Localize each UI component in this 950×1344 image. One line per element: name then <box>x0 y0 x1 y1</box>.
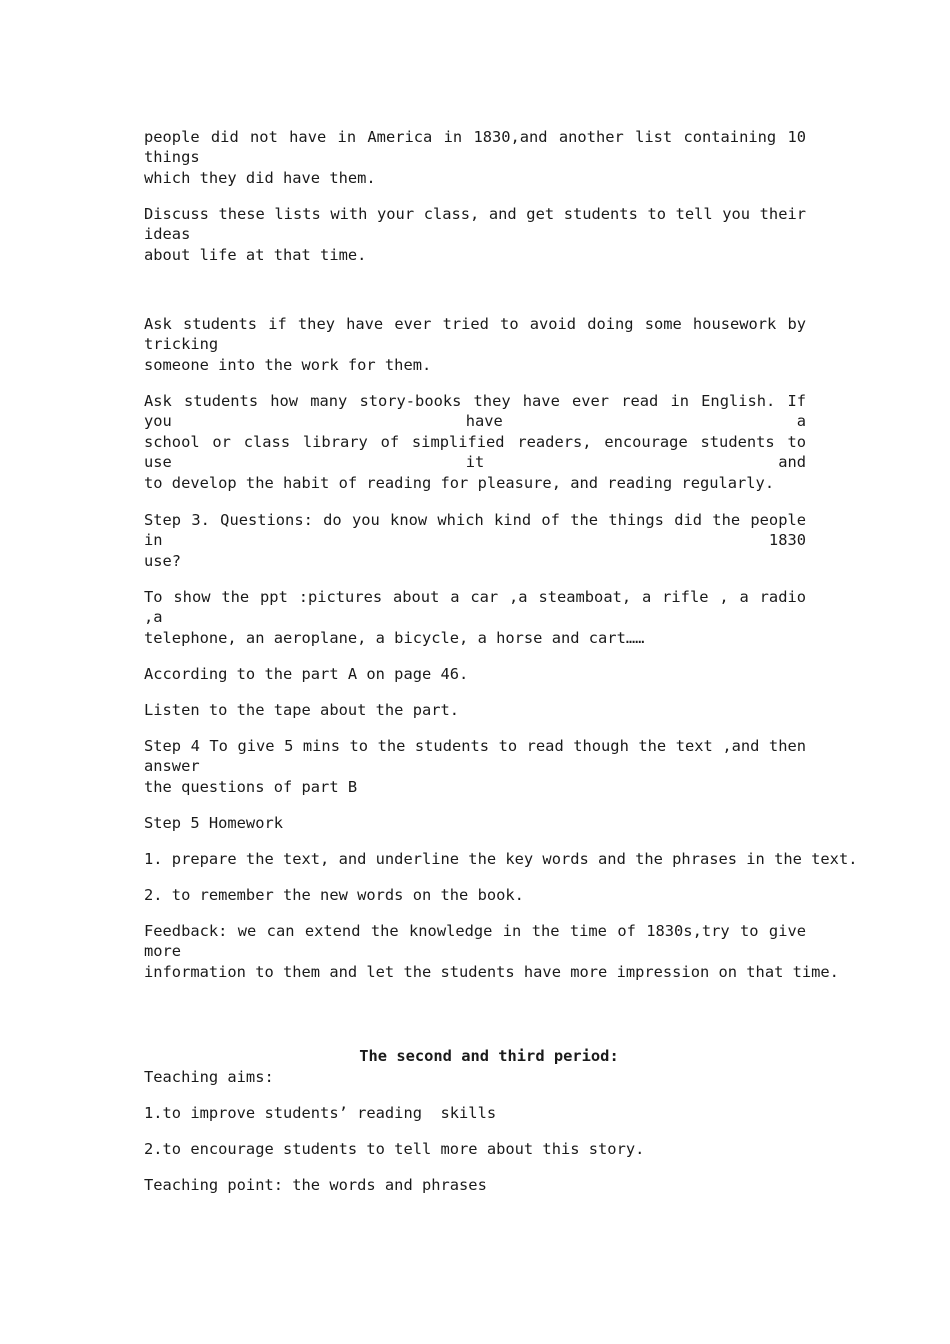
text-line: 1. prepare the text, and underline the key words and the phrases in the text. <box>144 850 858 868</box>
text-line: the questions of part B <box>144 778 358 796</box>
text-line: telephone, an aeroplane, a bicycle, a horse and cart…… <box>144 629 645 647</box>
text-line: Teaching point: the words and phrases <box>144 1176 487 1194</box>
text-line: 1.to improve students’ reading skills <box>144 1104 497 1122</box>
text-line: school or class library of simplified readers, encourage students to use it and <box>144 433 806 471</box>
text-line: Discuss these lists with your class, and get students to tell you their ideas <box>144 205 806 243</box>
text-line: Step 5 Homework <box>144 814 283 832</box>
text-line: which they did have them. <box>144 169 376 187</box>
text-line: 2. to remember the new words on the book. <box>144 886 524 904</box>
text-line: Teaching aims: <box>144 1068 274 1086</box>
section-heading: The second and third period: <box>359 1047 619 1066</box>
text-line: Step 3. Questions: do you know which kind of the things did the people in 1830 <box>144 511 806 549</box>
text-line: Step 4 To give 5 mins to the students to read though the text ,and then answer <box>144 737 806 775</box>
text-line: Feedback: we can extend the knowledge in the time of 1830s,try to give more <box>144 922 806 960</box>
text-line: use? <box>144 552 182 570</box>
text-line: 2.to encourage students to tell more about this story. <box>144 1140 645 1158</box>
text-line: Ask students how many story-books they have ever read in English. If you have a <box>144 392 806 430</box>
text-line: Listen to the tape about the part. <box>144 701 460 719</box>
text-line: To show the ppt :pictures about a car ,a steamboat, a rifle , a radio ,a <box>144 588 806 626</box>
text-line: people did not have in America in 1830,and another list containing 10 things <box>144 128 806 166</box>
text-line: Ask students if they have ever tried to avoid doing some housework by tricking <box>144 315 806 353</box>
text-line: to develop the habit of reading for pleasure, and reading regularly. <box>144 474 775 492</box>
text-line: According to the part A on page 46. <box>144 665 469 683</box>
text-line: information to them and let the students have more impression on that time. <box>144 963 839 981</box>
text-line: about life at that time. <box>144 246 367 264</box>
text-line: someone into the work for them. <box>144 356 432 374</box>
